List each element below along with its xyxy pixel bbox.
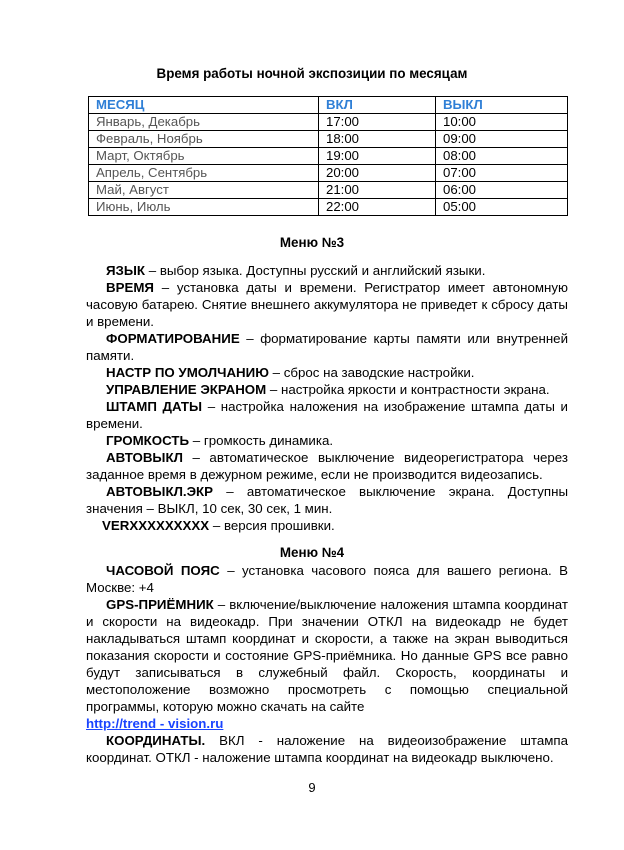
table-row [89,199,568,216]
item-term: УПРАВЛЕНИЕ ЭКРАНОМ [106,382,267,397]
item-text: – громкость динамика. [189,433,334,448]
night-exposure-table [88,96,568,216]
table-row [89,131,568,148]
menu3-item-auto-off [86,449,568,483]
menu4-body [86,562,568,766]
cell-off: 05:00 [436,199,568,216]
cell-month: Февраль, Ноябрь [89,131,319,148]
item-term: VERXXXXXXXXX [102,518,210,533]
item-text: – автоматическое выключение экрана. Доступны значения – ВЫКЛ, 10 сек, 30 сек, 1 мин. [86,484,568,516]
website-link-line [86,715,568,732]
table-row [89,165,568,182]
table-row [89,182,568,199]
menu3-item-volume [86,432,568,449]
item-text: – выбор языка. Доступны русский и английский языки. [145,263,486,278]
menu3-item-version [86,517,568,534]
item-term: ГРОМКОСТЬ [106,433,190,448]
cell-on: 20:00 [319,165,436,182]
cell-off: 07:00 [436,165,568,182]
menu3-body [86,262,568,534]
item-text: – установка даты и времени. Регистратор имеет автономную часовую батарею. Снятие внешнего аккумулятора не приведет к сбросу даты и времени. [86,280,568,329]
item-text: – сброс на заводские настройки. [268,365,475,380]
item-text: – версия прошивки. [209,518,335,533]
cell-on: 21:00 [319,182,436,199]
cell-off: 10:00 [436,114,568,131]
item-term: ВРЕМЯ [106,280,154,295]
item-text: – автоматическое выключение видеорегистратора через заданное время в дежурном режиме, если не производится видеозапись. [86,450,568,482]
header-on: ВКЛ [319,97,436,114]
cell-month: Март, Октябрь [89,148,319,165]
menu3-item-format [86,330,568,364]
menu3-item-screen [86,381,568,398]
cell-on: 17:00 [319,114,436,131]
item-term: КООРДИНАТЫ. [106,733,206,748]
cell-off: 06:00 [436,182,568,199]
item-term: АВТОВЫКЛ [106,450,183,465]
website-link[interactable]: http://trend - vision.ru [86,716,224,731]
menu4-item-coordinates [86,732,568,766]
item-term: ЧАСОВОЙ ПОЯС [106,563,220,578]
item-text: – настройка яркости и контрастности экрана. [266,382,550,397]
item-term: GPS-ПРИЁМНИК [106,597,214,612]
menu4-item-gps [86,596,568,715]
cell-month: Май, Август [89,182,319,199]
menu3-item-date-stamp [86,398,568,432]
cell-month: Июнь, Июль [89,199,319,216]
header-month: МЕСЯЦ [89,97,319,114]
page-number: 9 [308,780,316,795]
item-term: ШТАМП ДАТЫ [106,399,203,414]
item-text: – настройка наложения на изображение штампа даты и времени. [86,399,568,431]
cell-off: 09:00 [436,131,568,148]
item-text: ВКЛ - наложение на видеоизображение штампа координат. ОТКЛ - наложение штампа координат на видеокадр выключено. [86,733,568,765]
menu3-heading: Меню №3 [279,235,345,250]
item-text: – включение/выключение наложения штампа координат и скорости на видеокадр. При значении ОТКЛ на видеокадр не будет накладываться штамп координат и скорости, а также на экран выводиться показания скорости и состояние GPS-приёмника. Но данные GPS все равно будут записываться в служебный файл. Скорость, координаты и местоположение возможно просмотреть с помощью специальной программы, которую можно скачать на сайте [86,597,568,714]
cell-on: 19:00 [319,148,436,165]
item-text: – форматирование карты памяти или внутренней памяти. [86,331,568,363]
item-term: ФОРМАТИРОВАНИЕ [106,331,240,346]
table-row [89,114,568,131]
menu3-item-screen-off [86,483,568,517]
item-term: ЯЗЫК [106,263,146,278]
cell-off: 08:00 [436,148,568,165]
menu3-item-time [86,279,568,330]
table-row [89,148,568,165]
item-term: АВТОВЫКЛ.ЭКР [106,484,214,499]
menu4-item-timezone [86,562,568,596]
item-text: – установка часового пояса для вашего региона. В Москве: +4 [86,563,568,595]
table-title: Время работы ночной экспозиции по месяцам [156,66,468,81]
cell-month: Апрель, Сентябрь [89,165,319,182]
cell-on: 18:00 [319,131,436,148]
item-term: НАСТР ПО УМОЛЧАНИЮ [106,365,269,380]
cell-month: Январь, Декабрь [89,114,319,131]
table-header-row [89,97,568,114]
cell-on: 22:00 [319,199,436,216]
menu3-item-language [86,262,568,279]
menu4-heading: Меню №4 [279,545,345,560]
menu3-item-defaults [86,364,568,381]
header-off: ВЫКЛ [436,97,568,114]
